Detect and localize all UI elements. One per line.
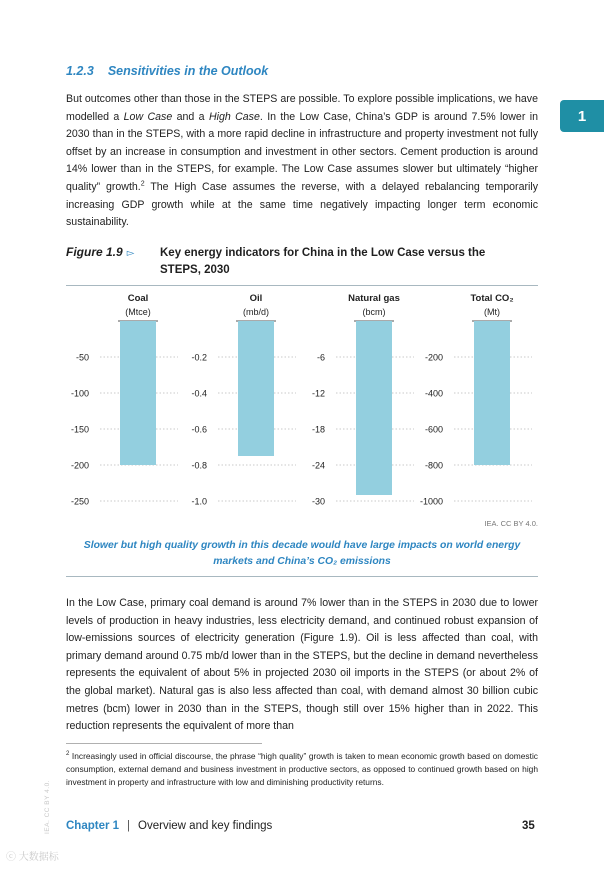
- footer-chapter-title: Overview and key findings: [138, 820, 273, 832]
- figure-caption: Slower but high quality growth in this decade would have large impacts on world energy markets and China’s CO₂ emissions: [83, 540, 521, 567]
- footnote-reference[interactable]: 2: [140, 180, 145, 188]
- tick-label: -6: [316, 352, 325, 363]
- footer-separator: |: [127, 820, 131, 832]
- bar-total-co-: [474, 321, 510, 465]
- panel-title: Total CO₂: [470, 293, 514, 304]
- tick-label: -600: [424, 424, 443, 435]
- tick-label: -12: [311, 388, 325, 399]
- page-number: 35: [522, 820, 535, 832]
- footnote-text: Increasingly used in official discourse, the phrase “high quality” growth is taken to mean economic growth based on domestic consumption, external demand and business investment in productive sectors, as opposed to continued growth based on high investment in property and infrastructure with low and diminishing productivity returns.: [66, 751, 538, 787]
- figure-title: Key energy indicators for China in the Low Case versus the STEPS, 2030: [160, 247, 486, 276]
- footnote-rule: [66, 743, 262, 744]
- tick-label: -0.2: [191, 352, 207, 363]
- tick-label: -50: [75, 352, 89, 363]
- chapter-tab[interactable]: 1: [560, 100, 604, 132]
- tick-label: -0.6: [191, 424, 207, 435]
- section-number: 1.2.3: [66, 64, 94, 78]
- footer-chapter: [66, 820, 272, 832]
- section-title: Sensitivities in the Outlook: [107, 64, 269, 78]
- paragraph-intro-text-d: The High Case assumes the reverse, with a delayed rebalancing temporarily increasing GDP growth while at the same time negatively impacting longer term economic sustainability.: [66, 180, 538, 229]
- figure-label: [66, 245, 134, 259]
- panel-title: Natural gas: [348, 293, 400, 304]
- tick-label: -250: [70, 496, 89, 507]
- paragraph-body: [66, 595, 538, 736]
- figure-bottom-rule: [66, 576, 538, 577]
- paragraph-intro-text-a: But outcomes other than those in the STEPS are possible. To explore possible implications, we have modelled a: [66, 93, 538, 123]
- panel-title: Coal: [127, 293, 149, 304]
- tick-label: -400: [424, 388, 443, 399]
- footnote: [66, 750, 538, 789]
- tick-label: -0.4: [191, 388, 207, 399]
- tick-label: -150: [70, 424, 89, 435]
- panel-unit: (mb/d): [242, 307, 270, 317]
- side-watermark: IEA. CC BY 4.0.: [44, 780, 51, 834]
- tick-label: -30: [311, 496, 325, 507]
- tick-label: -1.0: [191, 496, 207, 507]
- footnote-number: 2: [66, 751, 70, 758]
- paragraph-body-text: In the Low Case, primary coal demand is around 7% lower than in the STEPS in 2030 due to lower levels of production in heavy industries, less electricity demand, and continued robust expansion of low-emissions sources of electricity generation (Figure 1.9). Oil is less affected than coal, with primary demand around 0.75 mb/d lower than in the STEPS, but the decline in demand nevertheless represents the equivalent of about 5% in projected 2030 oil imports in the STEPS (or about 2% of the global market). Natural gas is also less affected than coal, with demand almost 30 billion cubic metres (bcm) lower in 2030 than in the STEPS, though still over 15% higher than in 2022. This reduction represents the equivalent of more than: [66, 597, 538, 733]
- tick-label: -800: [424, 460, 443, 471]
- bar-natural-gas: [356, 321, 392, 495]
- panel-title: Oil: [249, 293, 263, 304]
- tick-label: -1000: [419, 496, 443, 507]
- figure-number: Figure 1.9: [66, 245, 123, 259]
- energy-indicators-chart: [66, 287, 538, 515]
- high-case-term: High Case: [208, 110, 260, 123]
- paragraph-intro-text-b: and a: [172, 110, 209, 123]
- figure-arrow-icon: ▻: [126, 248, 135, 259]
- footer-chapter-label[interactable]: Chapter 1: [66, 820, 120, 832]
- bar-oil: [238, 321, 274, 456]
- tick-label: -100: [70, 388, 89, 399]
- tick-label: -0.8: [191, 460, 207, 471]
- bar-coal: [120, 321, 156, 465]
- tick-label: -200: [70, 460, 89, 471]
- figure-credit: IEA. CC BY 4.0.: [484, 519, 538, 528]
- paragraph-intro: [66, 91, 538, 232]
- panel-unit: (bcm): [362, 307, 386, 317]
- corner-watermark: ⓒ 大数据标: [6, 852, 59, 863]
- tick-label: -24: [311, 460, 325, 471]
- paragraph-intro-text-c: . In the Low Case, China’s GDP is around 7.5% lower in 2030 than in the STEPS, with a more rapid decline in infrastructure and property investment not fully offset by an increase in consumption and investment in other sectors. Cement production is around 14% lower than in the STEPS, for example. The Low Case assumes slower but ultimately “higher quality” growth.: [66, 110, 538, 193]
- tick-label: -200: [424, 352, 443, 363]
- tick-label: -18: [311, 424, 325, 435]
- section-heading: [66, 64, 268, 78]
- low-case-term: Low Case: [123, 110, 173, 123]
- figure-top-rule: [66, 285, 538, 286]
- panel-unit: (Mtce): [125, 307, 151, 317]
- panel-unit: (Mt): [484, 307, 500, 317]
